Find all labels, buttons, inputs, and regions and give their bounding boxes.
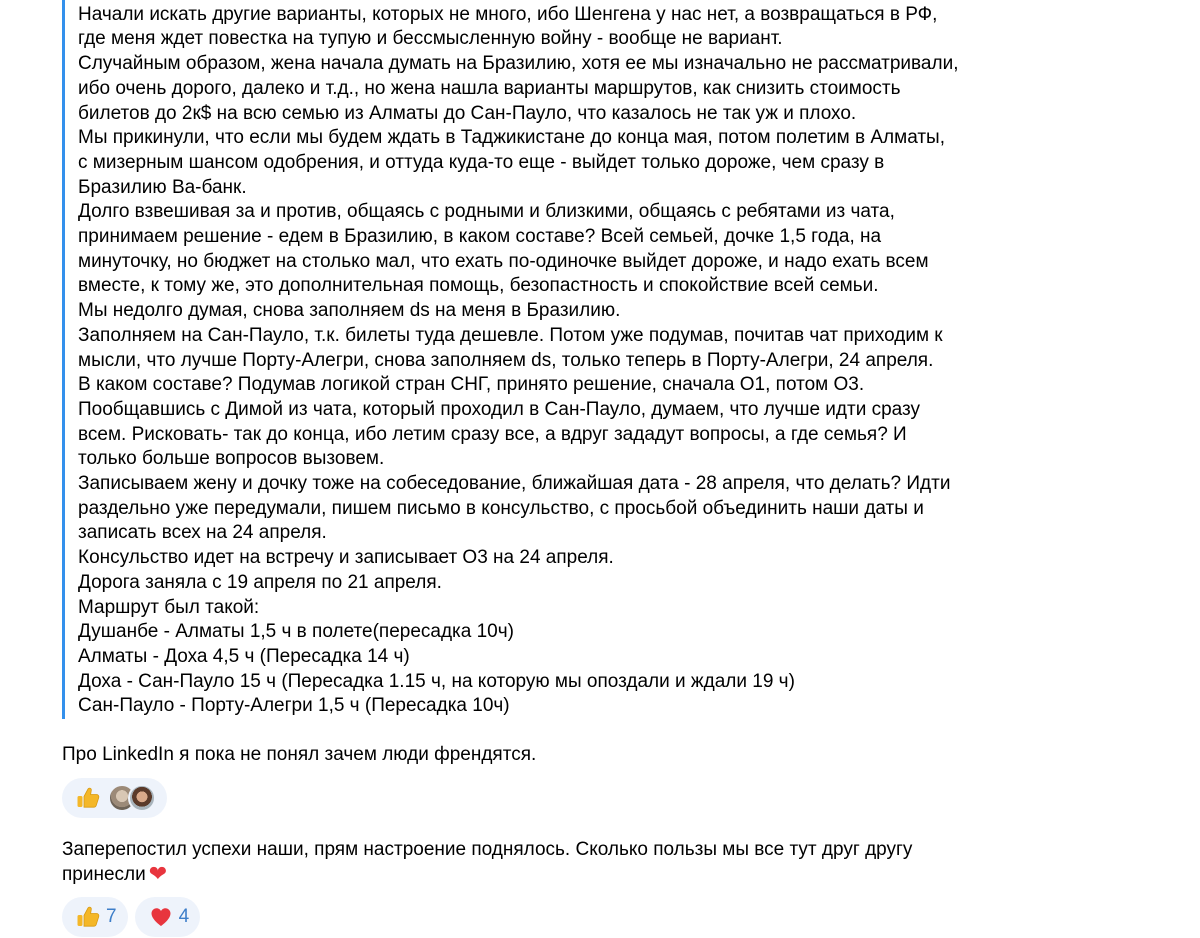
quote-line: ибо очень дорого, далеко и т.д., но жена нашла варианты маршрутов, как снизить стоимость [78,77,901,99]
quote-line: Консульство идет на встречу и записывает О3 на 24 апреля. [78,547,614,569]
reaction-heart[interactable] [135,897,201,937]
message-text-line: Заперепостил успехи наши, прям настроение поднялось. Сколько пользы мы все тут друг другу [62,839,913,860]
quote-line: Начали искать другие варианты, которых не много, ибо Шенгена у нас нет, а возвращаться в РФ, [78,3,938,25]
quote-line: Случайным образом, жена начала думать на Бразилию, хотя ее мы изначально не рассматривали, [78,53,959,75]
reaction-count: 7 [106,906,117,927]
quote-line: минуточку, но бюджет на столько мал, что ехать по-одиночке выйдет дороже, и надо ехать всем [78,250,929,272]
thumbs-up-icon [74,903,102,931]
quote-line: только больше вопросов вызовем. [78,448,385,470]
message-text [62,743,536,768]
quote-line: всем. Рисковать- так до конца, ибо летим сразу все, а вдруг зададут вопросы, а где семья? И [78,423,907,445]
reaction-count: 4 [178,906,190,927]
message-text-line [62,860,912,888]
message-text-content: Про LinkedIn я пока не понял зачем люди френдятся. [62,744,537,765]
quote-line: где меня ждет повестка на тупую и бессмысленную войну - вообще не вариант. [78,28,783,50]
quote-line: мысли, что лучше Порту-Алегри, снова заполняем ds, только теперь в Порту-Алегри, 24 апреля. [78,349,934,371]
reaction-thumbs-up[interactable] [62,897,128,937]
quote-line: записать всех на 24 апреля. [78,522,327,544]
quote-line: Заполняем на Сан-Пауло, т.к. билеты туда дешевле. Потом уже подумав, почитав чат приходим к [78,324,943,346]
quote-line: Долго взвешивая за и против, общаясь с родными и близкими, общаясь с ребятами из чата, [78,201,895,223]
message-text [62,838,912,887]
quote-line: В каком составе? Подумав логикой стран СНГ, принято решение, сначала О1, потом О3. [78,374,865,396]
quote-line: с мизерным шансом одобрения, и оттуда куда-то еще - выйдет только дороже, чем сразу в [78,151,885,173]
thumbs-up-icon [74,784,102,812]
quote-line: вместе, к тому же, это дополнительная помощь, безопастность и спокойствие всей семьи. [78,275,879,297]
quote-line: Пообщавшись с Димой из чата, который проходил в Сан-Пауло, думаем, что лучше идти сразу [78,398,921,420]
heart-emoji-icon: ❤ [148,860,168,886]
message-text-line-2: принесли [62,863,146,885]
quote-line: билетов до 2к$ на всю семью из Алматы до Сан-Пауло, что казалось не так уж и плохо. [78,102,857,124]
quote-line: Мы прикинули, что если мы будем ждать в Таджикистане до конца мая, потом полетим в Алматы, [78,127,945,149]
quote-line: раздельно уже передумали, пишем письмо в консульство, с просьбой объединить наши даты и [78,497,924,519]
reactions-bar [62,778,167,818]
quote-line: Дорога заняла с 19 апреля по 21 апреля. [78,571,442,593]
avatar [128,784,156,812]
quote-line: принимаем решение - едем в Бразилию, в каком составе? Всей семьей, дочке 1,5 года, на [78,226,882,248]
reaction-thumbs-up[interactable] [62,778,167,818]
quoted-message [62,0,1118,719]
quote-line: Алматы - Доха 4,5 ч (Пересадка 14 ч) [78,645,410,667]
quote-line: Мы недолго думая, снова заполняем ds на меня в Бразилию. [78,300,621,322]
heart-icon [147,903,175,931]
quote-line: Доха - Сан-Пауло 15 ч (Пересадка 1.15 ч, на которую мы опоздали и ждали 19 ч) [78,670,795,692]
quote-line: Сан-Пауло - Порту-Алегри 1,5 ч (Пересадка 10ч) [78,695,510,717]
reactor-avatars [108,784,156,812]
quote-line: Бразилию Ва-банк. [78,176,247,198]
quote-line: Душанбе - Алматы 1,5 ч в полете(пересадка 10ч) [78,621,514,643]
quote-line: Записываем жену и дочку тоже на собеседование, ближайшая дата - 28 апреля, что делать? Идти [78,473,951,495]
reactions-bar [62,897,200,937]
quote-line: Маршрут был такой: [78,596,260,618]
